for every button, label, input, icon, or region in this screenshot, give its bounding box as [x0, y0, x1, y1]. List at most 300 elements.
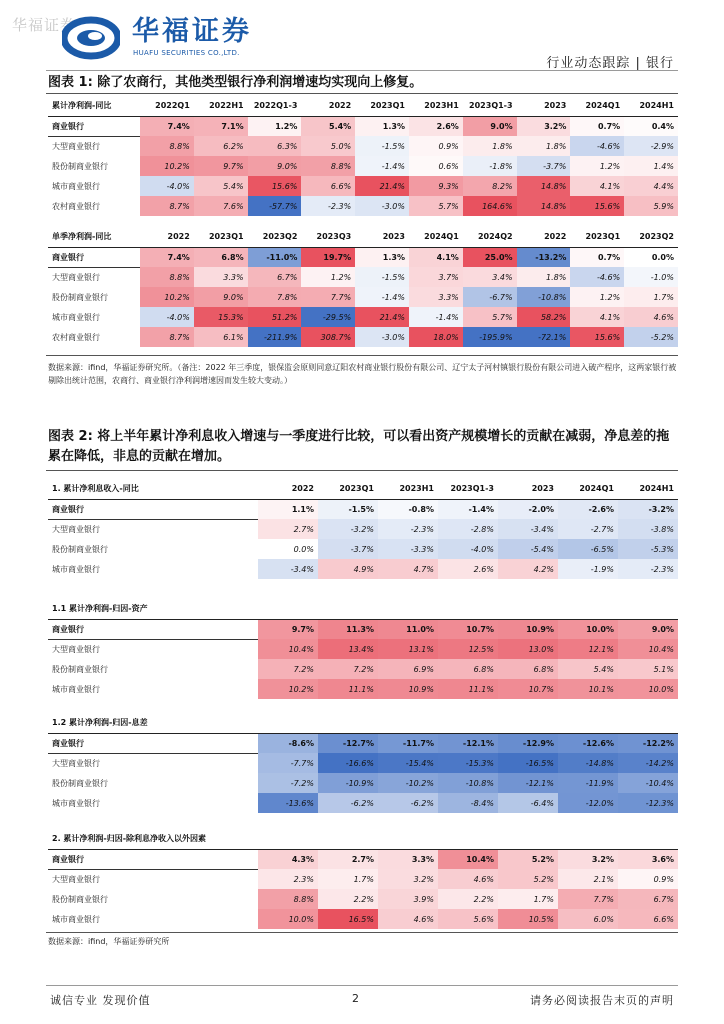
column-header: 2023Q1 — [318, 479, 378, 499]
data-cell: -2.3% — [301, 196, 355, 216]
data-cell: 18.0% — [409, 327, 463, 347]
data-cell: 4.1% — [570, 176, 624, 196]
data-cell: -1.4% — [355, 287, 409, 307]
column-header: 2022 — [301, 96, 355, 116]
table-row — [48, 247, 678, 267]
data-cell: 11.3% — [318, 619, 378, 639]
data-cell: 14.8% — [517, 176, 571, 196]
row-label: 大型商业银行 — [52, 272, 100, 282]
data-cell: 6.8% — [498, 659, 558, 679]
figure-1-note: 数据来源：ifind，华福证券研究所。（备注：2022 年三季度，银保监会原则同意辽阳农村商业银行股份有限公司、辽宁太子河村镇银行股份有限公司进入破产程序，这两家银行被剔除出统计范围，农商行、商业银行净利润增速因而发生较大变动。） — [48, 363, 677, 385]
data-cell: -3.7% — [517, 156, 571, 176]
data-cell: 7.1% — [194, 116, 248, 136]
data-cell: -1.4% — [409, 307, 463, 327]
data-cell: -2.6% — [558, 499, 618, 519]
data-cell: 1.3% — [355, 247, 409, 267]
column-header: 2023H1 — [409, 96, 463, 116]
data-cell: 1.7% — [318, 869, 378, 889]
column-header — [438, 599, 498, 619]
data-cell: 7.8% — [248, 287, 302, 307]
data-cell: 6.0% — [558, 909, 618, 929]
data-cell: 10.5% — [498, 909, 558, 929]
data-cell: 0.0% — [624, 247, 678, 267]
data-cell: 6.7% — [248, 267, 302, 287]
data-cell: -6.2% — [378, 793, 438, 813]
column-header: 2023Q1 — [570, 227, 624, 247]
column-header: 2023Q2 — [624, 227, 678, 247]
data-cell: 0.7% — [570, 116, 624, 136]
data-cell: 1.8% — [463, 136, 517, 156]
data-cell: 8.8% — [140, 267, 194, 287]
data-cell: 10.4% — [438, 849, 498, 869]
data-cell: 1.2% — [570, 156, 624, 176]
data-cell: 5.4% — [558, 659, 618, 679]
row-label: 股份制商业银行 — [52, 778, 108, 788]
data-cell: -5.2% — [624, 327, 678, 347]
data-cell: -4.0% — [438, 539, 498, 559]
data-cell: 3.3% — [194, 267, 248, 287]
data-cell: 7.2% — [258, 659, 318, 679]
column-header: 2023Q1 — [355, 96, 409, 116]
column-header: 2022Q1 — [140, 96, 194, 116]
footer-disclaimer: 请务必阅读报告末页的声明 — [530, 994, 674, 1007]
data-cell: -12.7% — [318, 733, 378, 753]
data-cell: 15.6% — [570, 196, 624, 216]
data-cell: 10.7% — [498, 679, 558, 699]
figure-1-top-rule — [46, 93, 678, 94]
data-cell: -3.4% — [258, 559, 318, 579]
data-cell: 1.8% — [517, 136, 571, 156]
data-cell: 4.1% — [409, 247, 463, 267]
column-header — [558, 713, 618, 733]
data-cell: -6.5% — [558, 539, 618, 559]
data-cell: 10.0% — [618, 679, 678, 699]
data-cell: -3.3% — [378, 539, 438, 559]
data-cell: -5.3% — [618, 539, 678, 559]
data-cell: 2.6% — [409, 116, 463, 136]
data-cell: -1.5% — [318, 499, 378, 519]
data-cell: -10.9% — [318, 773, 378, 793]
data-cell: 5.2% — [498, 849, 558, 869]
data-cell: 3.2% — [378, 869, 438, 889]
data-cell: 308.7% — [301, 327, 355, 347]
row-label: 大型商业银行 — [52, 874, 100, 884]
table-row — [48, 889, 678, 909]
data-cell: 5.7% — [463, 307, 517, 327]
data-cell: 5.9% — [624, 196, 678, 216]
data-cell: 8.8% — [258, 889, 318, 909]
data-cell: -11.0% — [248, 247, 302, 267]
data-cell: -2.0% — [498, 499, 558, 519]
data-cell: 4.4% — [624, 176, 678, 196]
column-header: 2023Q1 — [194, 227, 248, 247]
data-cell: 0.0% — [258, 539, 318, 559]
data-cell: 6.3% — [248, 136, 302, 156]
column-header: 2024Q2 — [463, 227, 517, 247]
data-cell: -3.0% — [355, 196, 409, 216]
data-cell: -13.2% — [517, 247, 571, 267]
data-cell: 6.9% — [378, 659, 438, 679]
data-cell: 13.4% — [318, 639, 378, 659]
data-cell: 16.5% — [318, 909, 378, 929]
column-header: 2024H1 — [624, 96, 678, 116]
data-cell: -12.6% — [558, 733, 618, 753]
data-cell: 6.7% — [618, 889, 678, 909]
row-label: 股份制商业银行 — [52, 664, 108, 674]
header-divider — [46, 70, 678, 71]
data-cell: -10.4% — [618, 773, 678, 793]
data-cell: 10.0% — [258, 909, 318, 929]
table-row — [48, 849, 678, 869]
column-header — [258, 599, 318, 619]
row-label: 大型商业银行 — [52, 758, 100, 768]
data-cell: -3.8% — [618, 519, 678, 539]
data-cell: -2.3% — [618, 559, 678, 579]
data-cell: 1.2% — [570, 287, 624, 307]
data-cell: -16.5% — [498, 753, 558, 773]
data-cell: 5.7% — [409, 196, 463, 216]
data-cell: -12.0% — [558, 793, 618, 813]
column-header: 2023Q1-3 — [438, 479, 498, 499]
data-cell: -12.1% — [498, 773, 558, 793]
table-row — [48, 499, 678, 519]
data-cell: 1.8% — [517, 267, 571, 287]
data-cell: 5.6% — [438, 909, 498, 929]
data-cell: -6.4% — [498, 793, 558, 813]
column-header — [498, 713, 558, 733]
logo-name: 华福证券 — [132, 16, 252, 47]
data-cell: 1.7% — [498, 889, 558, 909]
data-cell: -11.9% — [558, 773, 618, 793]
data-cell: -3.0% — [355, 327, 409, 347]
data-cell: 1.4% — [624, 156, 678, 176]
table-header-row — [48, 713, 678, 733]
row-label: 股份制商业银行 — [52, 544, 108, 554]
data-cell: 4.6% — [438, 869, 498, 889]
figure-1-title: 图表 1: 除了农商行，其他类型银行净利润增速均实现向上修复。 — [48, 75, 423, 90]
table-row — [48, 539, 678, 559]
data-cell: 51.2% — [248, 307, 302, 327]
data-cell: 6.1% — [194, 327, 248, 347]
row-label: 商业银行 — [48, 499, 258, 519]
data-cell: 21.4% — [355, 176, 409, 196]
row-label: 商业银行 — [48, 619, 258, 639]
figure-2-top-rule — [46, 470, 678, 471]
data-cell: 11.1% — [438, 679, 498, 699]
data-cell: 12.5% — [438, 639, 498, 659]
data-cell: 9.0% — [194, 287, 248, 307]
column-header — [378, 713, 438, 733]
data-cell: 5.0% — [301, 136, 355, 156]
data-cell: 1.7% — [624, 287, 678, 307]
data-cell: -2.9% — [624, 136, 678, 156]
table-row — [48, 156, 678, 176]
data-cell: 3.2% — [517, 116, 571, 136]
column-header: 2023Q3 — [301, 227, 355, 247]
data-cell: -2.8% — [438, 519, 498, 539]
data-cell: 21.4% — [355, 307, 409, 327]
data-cell: 1.2% — [248, 116, 302, 136]
data-cell: 3.7% — [409, 267, 463, 287]
data-cell: 3.3% — [409, 287, 463, 307]
data-cell: 9.3% — [409, 176, 463, 196]
data-cell: 2.7% — [258, 519, 318, 539]
row-label: 股份制商业银行 — [52, 894, 108, 904]
column-header: 2023 — [355, 227, 409, 247]
footer-divider — [46, 985, 678, 986]
data-cell: 10.2% — [258, 679, 318, 699]
figure-2-net-interest-table — [48, 479, 678, 579]
data-cell: 5.4% — [194, 176, 248, 196]
column-header: 2024Q1 — [409, 227, 463, 247]
table-row — [48, 869, 678, 889]
data-cell: -10.8% — [438, 773, 498, 793]
data-cell: -29.5% — [301, 307, 355, 327]
data-cell: 7.2% — [318, 659, 378, 679]
data-cell: -0.8% — [378, 499, 438, 519]
column-header — [438, 713, 498, 733]
data-cell: -6.2% — [318, 793, 378, 813]
column-header — [258, 829, 318, 849]
column-header — [498, 599, 558, 619]
table-header-row — [48, 227, 678, 247]
footer-slogan: 诚信专业 发现价值 — [50, 994, 151, 1007]
data-cell: 12.1% — [558, 639, 618, 659]
row-label: 大型商业银行 — [52, 141, 100, 151]
table-header-row — [48, 479, 678, 499]
data-cell: 10.2% — [140, 287, 194, 307]
data-cell: 8.8% — [301, 156, 355, 176]
data-cell: -1.5% — [355, 267, 409, 287]
data-cell: 1.3% — [355, 116, 409, 136]
data-cell: 4.9% — [318, 559, 378, 579]
column-header: 2022 — [517, 227, 571, 247]
data-cell: 3.3% — [378, 849, 438, 869]
data-cell: 3.6% — [618, 849, 678, 869]
data-cell: 1.1% — [258, 499, 318, 519]
data-cell: 0.4% — [624, 116, 678, 136]
page-number: 2 — [352, 992, 359, 1005]
data-cell: 0.9% — [409, 136, 463, 156]
data-cell: 4.7% — [378, 559, 438, 579]
data-cell: 5.4% — [301, 116, 355, 136]
data-cell: 5.2% — [498, 869, 558, 889]
data-cell: -12.1% — [438, 733, 498, 753]
data-cell: -1.9% — [558, 559, 618, 579]
table-row — [48, 196, 678, 216]
data-cell: -211.9% — [248, 327, 302, 347]
table-row — [48, 519, 678, 539]
table-row — [48, 793, 678, 813]
column-header — [378, 599, 438, 619]
data-cell: -14.8% — [558, 753, 618, 773]
column-header — [318, 599, 378, 619]
data-cell: 6.8% — [194, 247, 248, 267]
data-cell: -12.9% — [498, 733, 558, 753]
data-cell: -1.4% — [355, 156, 409, 176]
data-cell: 1.2% — [301, 267, 355, 287]
column-header: 2023Q2 — [248, 227, 302, 247]
data-cell: 3.4% — [463, 267, 517, 287]
data-cell: -2.7% — [558, 519, 618, 539]
table-header-row — [48, 599, 678, 619]
table-title-cell: 单季净利润-同比 — [48, 227, 140, 247]
table-row — [48, 679, 678, 699]
table-row — [48, 773, 678, 793]
data-cell: -14.2% — [618, 753, 678, 773]
data-cell: 4.3% — [258, 849, 318, 869]
data-cell: 58.2% — [517, 307, 571, 327]
table-title-cell: 1.2 累计净利润-归因-息差 — [48, 713, 258, 733]
table-title-cell: 2. 累计净利润-归因-除利息净收入以外因素 — [48, 829, 258, 849]
row-label: 商业银行 — [48, 116, 140, 136]
data-cell: 7.4% — [140, 247, 194, 267]
figure-2-margin-attribution-table — [48, 713, 678, 813]
table-row — [48, 327, 678, 347]
data-cell: 11.0% — [378, 619, 438, 639]
table-row — [48, 559, 678, 579]
figure-2-non-interest-table — [48, 829, 678, 929]
figure-1-bottom-rule — [46, 355, 678, 356]
table-row — [48, 267, 678, 287]
column-header — [558, 829, 618, 849]
data-cell: -16.6% — [318, 753, 378, 773]
column-header — [558, 599, 618, 619]
column-header — [318, 829, 378, 849]
table-row — [48, 176, 678, 196]
column-header: 2024Q1 — [570, 96, 624, 116]
table-row — [48, 733, 678, 753]
data-cell: -195.9% — [463, 327, 517, 347]
table-title-cell: 1.1 累计净利润-归因-资产 — [48, 599, 258, 619]
data-cell: -1.0% — [624, 267, 678, 287]
table-header-row — [48, 96, 678, 116]
column-header: 2023H1 — [378, 479, 438, 499]
row-label: 城市商业银行 — [52, 684, 100, 694]
data-cell: 5.1% — [618, 659, 678, 679]
data-cell: 10.4% — [258, 639, 318, 659]
column-header: 2022Q1-3 — [248, 96, 302, 116]
logo-emblem-icon — [62, 16, 120, 60]
table-title-cell: 1. 累计净利息收入-同比 — [48, 479, 258, 499]
data-cell: 8.7% — [140, 196, 194, 216]
data-cell: -3.2% — [618, 499, 678, 519]
data-cell: -57.7% — [248, 196, 302, 216]
column-header — [618, 713, 678, 733]
data-cell: 9.0% — [463, 116, 517, 136]
company-logo — [62, 16, 280, 60]
data-cell: -5.4% — [498, 539, 558, 559]
row-label: 商业银行 — [48, 733, 258, 753]
data-cell: -1.5% — [355, 136, 409, 156]
data-cell: 4.6% — [624, 307, 678, 327]
figure-2-title: 图表 2: 将上半年累计净利息收入增速与一季度进行比较，可以看出资产规模增长的贡献在减弱，净息差的拖累在降低，非息的贡献在增加。 — [48, 429, 670, 464]
data-cell: 4.1% — [570, 307, 624, 327]
table-row — [48, 136, 678, 156]
row-label: 股份制商业银行 — [52, 161, 108, 171]
data-cell: -12.2% — [618, 733, 678, 753]
column-header: 2023 — [498, 479, 558, 499]
data-cell: -1.4% — [438, 499, 498, 519]
data-cell: 15.3% — [194, 307, 248, 327]
data-cell: 7.7% — [558, 889, 618, 909]
column-header — [498, 829, 558, 849]
data-cell: -10.8% — [517, 287, 571, 307]
data-cell: 2.2% — [318, 889, 378, 909]
data-cell: -6.7% — [463, 287, 517, 307]
data-cell: -15.3% — [438, 753, 498, 773]
data-cell: 4.2% — [498, 559, 558, 579]
column-header: 2024H1 — [618, 479, 678, 499]
figure-2-bottom-rule — [46, 932, 678, 933]
data-cell: 2.7% — [318, 849, 378, 869]
row-label: 城市商业银行 — [52, 798, 100, 808]
data-cell: -8.4% — [438, 793, 498, 813]
column-header: 2022 — [140, 227, 194, 247]
row-label: 大型商业银行 — [52, 524, 100, 534]
data-cell: 6.8% — [438, 659, 498, 679]
column-header — [258, 713, 318, 733]
data-cell: -7.2% — [258, 773, 318, 793]
data-cell: -4.6% — [570, 267, 624, 287]
row-label: 城市商业银行 — [52, 312, 100, 322]
table-row — [48, 307, 678, 327]
row-label: 城市商业银行 — [52, 914, 100, 924]
row-label: 城市商业银行 — [52, 181, 100, 191]
column-header — [318, 713, 378, 733]
data-cell: -4.0% — [140, 176, 194, 196]
data-cell: 10.9% — [378, 679, 438, 699]
data-cell: 2.6% — [438, 559, 498, 579]
table-row — [48, 659, 678, 679]
data-cell: -3.7% — [318, 539, 378, 559]
data-cell: -10.2% — [378, 773, 438, 793]
data-cell: 8.7% — [140, 327, 194, 347]
data-cell: 8.8% — [140, 136, 194, 156]
column-header — [378, 829, 438, 849]
row-label: 大型商业银行 — [52, 644, 100, 654]
data-cell: 9.0% — [248, 156, 302, 176]
data-cell: -11.7% — [378, 733, 438, 753]
data-cell: 10.4% — [618, 639, 678, 659]
data-cell: -2.3% — [378, 519, 438, 539]
column-header: 2024Q1 — [558, 479, 618, 499]
data-cell: 13.0% — [498, 639, 558, 659]
data-cell: -1.8% — [463, 156, 517, 176]
data-cell: -13.6% — [258, 793, 318, 813]
data-cell: 164.6% — [463, 196, 517, 216]
data-cell: 9.7% — [258, 619, 318, 639]
data-cell: 6.6% — [301, 176, 355, 196]
data-cell: 10.9% — [498, 619, 558, 639]
data-cell: 7.7% — [301, 287, 355, 307]
data-cell: -72.1% — [517, 327, 571, 347]
data-cell: 25.0% — [463, 247, 517, 267]
column-header — [438, 829, 498, 849]
row-label: 农村商业银行 — [52, 332, 100, 342]
data-cell: 3.9% — [378, 889, 438, 909]
data-cell: 10.7% — [438, 619, 498, 639]
row-label: 农村商业银行 — [52, 201, 100, 211]
data-cell: -15.4% — [378, 753, 438, 773]
data-cell: 2.1% — [558, 869, 618, 889]
column-header — [618, 599, 678, 619]
column-header: 2023Q1-3 — [463, 96, 517, 116]
data-cell: -4.6% — [570, 136, 624, 156]
data-cell: 3.2% — [558, 849, 618, 869]
table-row — [48, 116, 678, 136]
data-cell: 10.0% — [558, 619, 618, 639]
